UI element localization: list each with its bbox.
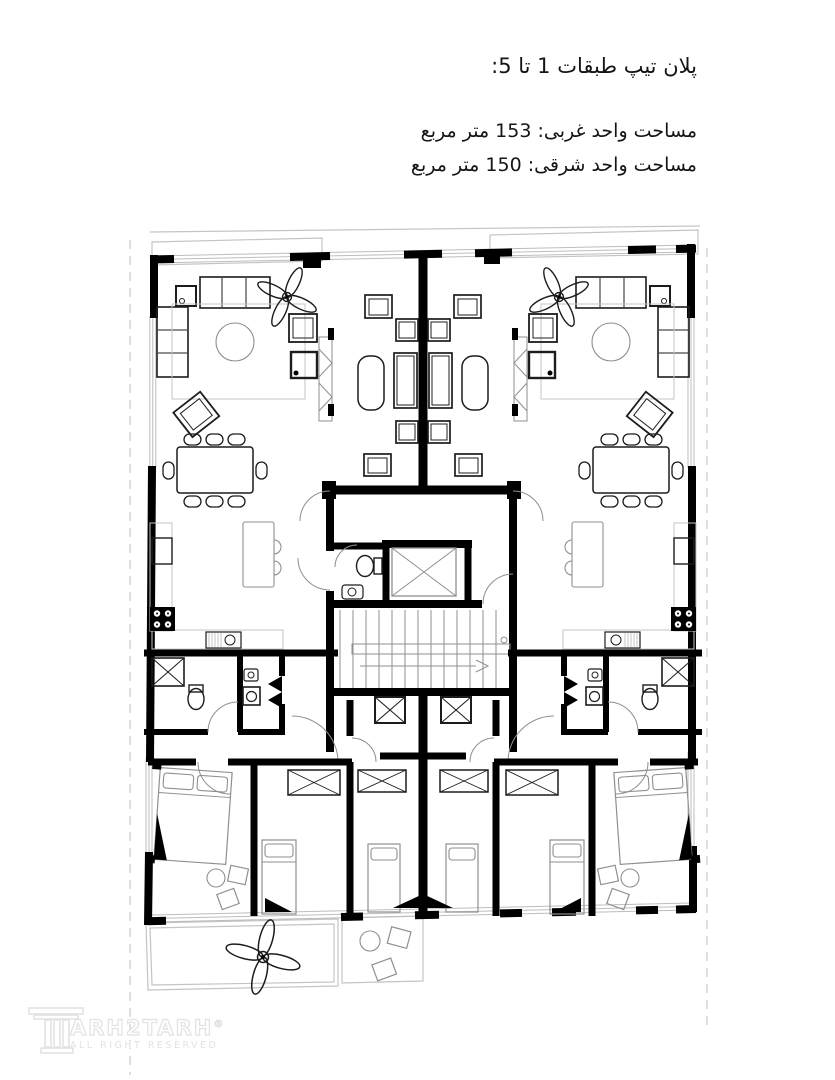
- area-east-label: مساحت واحد شرقی: 150 متر مربع: [410, 154, 697, 176]
- bedroom-2: [262, 770, 340, 914]
- bench: [358, 356, 384, 410]
- rug: [172, 304, 305, 399]
- ceiling-fan-icon: [256, 266, 319, 329]
- bedroom-3: [352, 738, 423, 912]
- door-swing: [265, 898, 292, 912]
- coffee-table: [216, 323, 254, 361]
- balcony-furniture: [225, 918, 411, 995]
- single-bed: [368, 844, 400, 912]
- elevator: [392, 548, 456, 596]
- kitchen: [150, 522, 283, 649]
- watermark: [28, 1002, 225, 1056]
- central-core: [298, 252, 543, 912]
- folding-door: [268, 676, 282, 692]
- side-table: [176, 286, 196, 306]
- west-unit: [144, 266, 423, 916]
- kitchen-sink: [206, 632, 241, 648]
- wc-toilet-room: [342, 556, 382, 600]
- watermark-brand: ARH2TARH®: [70, 1016, 226, 1040]
- stool: [207, 869, 225, 887]
- washing-machine: [243, 687, 260, 705]
- stove: [150, 607, 175, 631]
- staircase: [340, 610, 510, 688]
- master-bedroom: [146, 761, 249, 910]
- plan-title: پلان تیپ طبقات 1 تا 5:: [491, 54, 697, 78]
- dining-table: [177, 447, 253, 493]
- bathroom-block: [144, 653, 338, 734]
- watermark-tagline: ALL RIGHT RESERVED: [70, 1040, 219, 1051]
- tv-lounge: [358, 295, 418, 476]
- area-west-label: مساحت واحد غربی: 153 متر مربع: [420, 120, 697, 142]
- basin: [244, 669, 258, 681]
- island: [243, 522, 274, 587]
- living-room: [157, 266, 334, 437]
- dining-set: [163, 434, 267, 507]
- balcony-table-set: [360, 927, 411, 981]
